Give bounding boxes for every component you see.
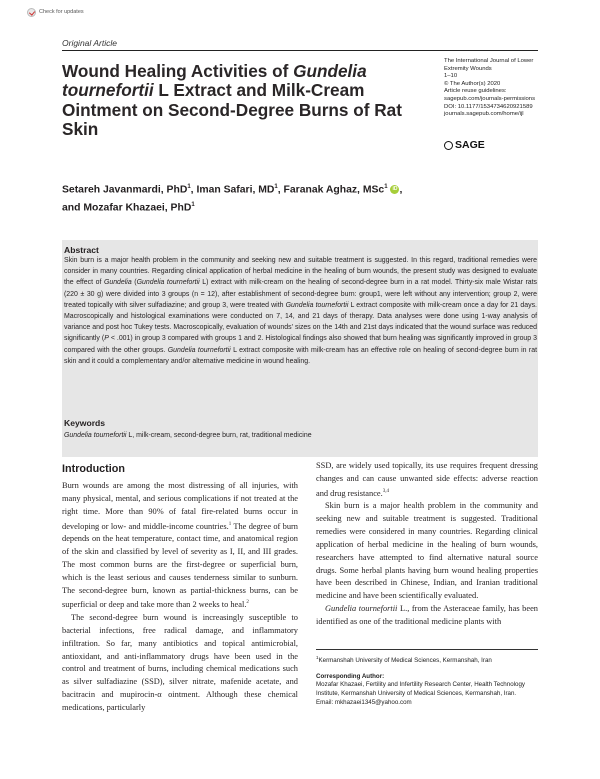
abstract-italic: Gundelia [103, 279, 132, 287]
title-part2: L Extract and Milk-Cream Ointment on Second-Degree Burns of Rat Skin [62, 80, 402, 139]
affiliation-mark: 1 [316, 655, 319, 660]
journal-reuse-link[interactable]: sagepub.com/journals-permissions [444, 95, 536, 102]
abstract-seg: Skin burn is a major health problem in the community and seeking new and suitable treatment is suggested. In this regard, traditional remedies were consider in many countries. Regarding clinical application of herbal medicine in the healing of burn wounds, the present study was designed to evaluate the effect of [64, 257, 537, 287]
journal-info [444, 58, 554, 119]
article-type-label: Original Article [62, 38, 117, 48]
corresponding-author-email[interactable]: Email: mkhazaei1345@yahoo.com [316, 698, 412, 706]
check-updates-icon [27, 8, 36, 17]
author-2-affiliation-mark: 1 [274, 184, 278, 190]
author-2: Iman Safari, MD [196, 184, 275, 196]
citation-ref[interactable]: 2 [246, 600, 249, 606]
journal-url[interactable]: journals.sagepub.com/home/ijl [444, 111, 524, 118]
citation-ref[interactable]: 1 [228, 521, 232, 527]
affiliation-text: Kermanshah University of Medical Sciences, Kermanshah, Iran [318, 657, 492, 665]
keywords-italic: Gundelia tournefortii [64, 432, 127, 439]
corresponding-author-address: Mozafar Khazaei, Fertility and Infertility Research Center, Health Technology Institute, Kermanshah University of Medical Sciences, Kermanshah, Iran. [316, 681, 525, 698]
header-rule [62, 50, 538, 51]
intro-p1b-text: The degree of burn depends on the heat temperature, contact time, and anatomical region of the skin and classified by level of severity as I, II, and III grades. The most common burns are the first-degree or superficial burn, which is the least serious and causes tenderness similar to sunburn. The second-degree burn, known as partial-thickness burns, can be superficial or deep and take more than 2 weeks to heal. [62, 521, 298, 610]
abstract-italic: Gundelia tournefortii [285, 301, 349, 309]
author-1: Setareh Javanmardi, PhD [62, 184, 188, 196]
author-3-affiliation-mark: 1 [384, 184, 388, 190]
corresponding-author-label: Corresponding Author: [316, 672, 385, 680]
intro-p5-text: L., from the Asteraceae family, has been identified as one of the traditional medicine plants with [316, 604, 538, 626]
journal-pages: 1–10 [444, 73, 458, 80]
journal-copyright: © The Author(s) 2020 [444, 80, 501, 87]
intro-paragraph-3 [316, 460, 538, 500]
orcid-icon[interactable]: iD [392, 186, 398, 193]
abstract-italic: Gundelia tournefortii [167, 346, 231, 354]
author-4: and Mozafar Khazaei, PhD [62, 202, 192, 214]
author-list: Setareh Javanmardi, PhD$^1$, Iman Safari, $MD^1$, Faranak Aghaz, MSc$^1$ iD , and Mozafar Khazaei, PhD$^1$ [62, 184, 403, 214]
body-column-left [62, 480, 298, 715]
abstract-italic: P [104, 335, 109, 343]
footnote-rule [316, 649, 538, 650]
sage-logo [444, 139, 485, 151]
intro-paragraph-2: The second-degree burn wound is increasingly susceptible to bacterial infections, free radical damage, and inflammatory infiltration. So far, many antibiotics and topical antimicrobial, antioxidant, and anti-inflammatory drugs have been used in the control and treatment of burns, including chemical medications such as silver sulfadiazine (SSD), silver nitrate, mafenide acetate, and bacitracin and mupirocin-α ointment. Although these chemical medications, particularly [62, 613, 298, 712]
intro-p1-text: Burn wounds are among the most distressing of all injuries, with many physical, mental, and serious complications if not treated at the right time. More than 90% of fatal fire-related burns occur in developing or low- and middle-income countries. [62, 481, 298, 531]
intro-paragraph-1 [62, 480, 298, 612]
abstract-seg: L extract composite with milk-cream once a day for 21 days. Macroscopically and histological examinations were conducted on 7, 14, and 21 days of therapy. Data analyses were done using 1-way analysis of variance and post hoc Tukey tests. Macroscopically, evaluation of wounds' sizes on the 14th and 21st days indicated that the wound surface was reduced significantly ( [64, 301, 537, 343]
author-3: Faranak Aghaz, MSc [283, 184, 385, 196]
check-for-updates-badge[interactable] [27, 6, 84, 18]
journal-reuse-label: Article reuse guidelines: [444, 88, 507, 95]
footnotes [316, 654, 538, 708]
intro-paragraph-4: Skin burn is a major health problem in the community and seeking new and suitable treatment is suggested. Traditional remedies were considered in many countries. Regarding clinical application of herbal medicine in the healing of burn wounds, researchers have attempted to find alternative natural source drugs. Some herbal plants having burn wound healing properties have been described in Chinese, Indian, and Iranian traditional medicine and have been scientifically evaluated. [316, 501, 538, 601]
abstract-seg: L extract composite with milk-cream has an effective role on healing of second-degree burn in rat skin and it could a complementary and/or alternative medicine in wound healing. [64, 346, 537, 365]
abstract-italic: Gundelia tournefortii [136, 279, 200, 287]
sage-logo-text: SAGE [455, 139, 485, 151]
affiliation-note [316, 654, 538, 666]
check-updates-label: Check for updates [39, 9, 84, 15]
citation-ref[interactable]: 3,4 [382, 488, 389, 494]
author-1-affiliation-mark: 1 [187, 184, 191, 190]
title-species: Gundelia tournefortii [62, 61, 367, 101]
journal-name-line1: The International Journal of Lower [444, 58, 534, 64]
keywords-rest: L, milk-cream, second-degree burn, rat, traditional medicine [126, 432, 312, 439]
keywords-text [64, 432, 534, 439]
abstract-seg: L) extract with milk-cream on the healing of second-degree burn in a rat model. Thirty-six male Wistar rats (220 ± 30 g) were divided into 3 groups (n = 12), after establishment of second-degree burn: group1, were left without any intervention; group 2, were treated topically with silver sulfadiazine; and group 3, were treated with [64, 279, 538, 309]
abstract-seg: < .001) in group 3 compared with groups 1 and 2. Histological findings also showed that burn healing was significantly improved in group 3 compared with the other groups. [64, 335, 538, 354]
intro-paragraph-5 [316, 603, 538, 629]
article-title [62, 62, 434, 139]
abstract-heading: Abstract [64, 245, 99, 255]
abstract-seg: ( [131, 279, 137, 287]
journal-name-line2: Extremity Wounds [444, 65, 492, 72]
author-4-affiliation-mark: 1 [191, 201, 195, 208]
title-part1: Wound Healing Activities of [62, 61, 294, 81]
body-column-right [316, 460, 538, 629]
intro-p5-species: Gundelia tournefortii [325, 604, 398, 614]
keywords-heading: Keywords [64, 418, 106, 428]
sage-circle-icon [444, 141, 453, 150]
abstract-text [64, 255, 537, 367]
introduction-heading: Introduction [62, 463, 125, 475]
journal-doi[interactable]: DOI: 10.1177/1534734620921589 [444, 103, 533, 110]
intro-p3-text: SSD, are widely used topically, its use requires frequent dressing changes and can cause unwanted side effects: adverse reaction and drug resistance. [316, 461, 538, 498]
